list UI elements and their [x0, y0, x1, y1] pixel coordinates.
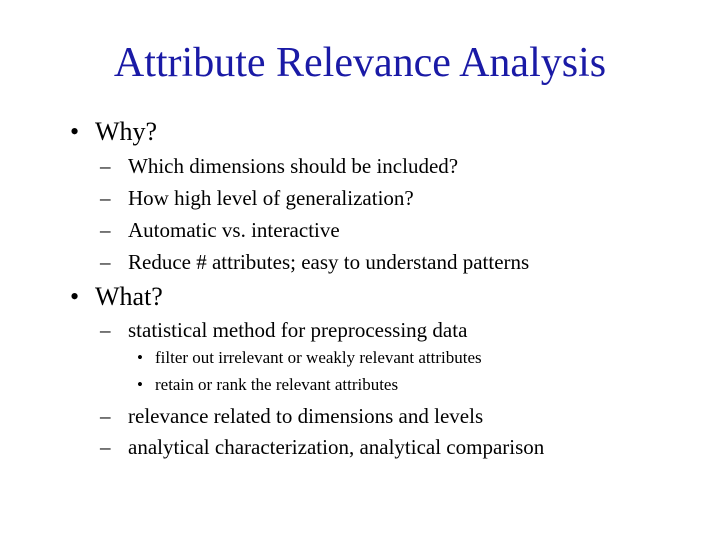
dash-marker: –	[100, 404, 111, 428]
list-item-text: statistical method for preprocessing data	[128, 318, 468, 342]
list-item-text: relevance related to dimensions and levels	[128, 404, 484, 428]
dash-marker: –	[100, 218, 111, 242]
list-item-text: How high level of generalization?	[128, 186, 414, 210]
list-item-text: analytical characterization, analytical comparison	[128, 435, 545, 459]
dash-marker: –	[100, 250, 111, 274]
section-heading-label: Why?	[95, 117, 158, 146]
section-heading-label: What?	[95, 282, 163, 311]
bullet-marker: •	[137, 348, 143, 367]
list-item-text: Reduce # attributes; easy to understand patterns	[128, 250, 530, 274]
bullet-marker: •	[70, 117, 80, 146]
dash-marker: –	[100, 318, 111, 342]
sub-list-item-text: retain or rank the relevant attributes	[155, 375, 399, 394]
bullet-marker: •	[70, 282, 80, 311]
sub-list-item-text: filter out irrelevant or weakly relevant attributes	[155, 348, 482, 367]
dash-marker: –	[100, 154, 111, 178]
slide-title: Attribute Relevance Analysis	[113, 40, 607, 86]
list-item-text: Automatic vs. interactive	[128, 218, 340, 242]
dash-marker: –	[100, 435, 111, 459]
bullet-marker: •	[137, 375, 143, 394]
list-item-text: Which dimensions should be included?	[128, 154, 459, 178]
dash-marker: –	[100, 186, 111, 210]
